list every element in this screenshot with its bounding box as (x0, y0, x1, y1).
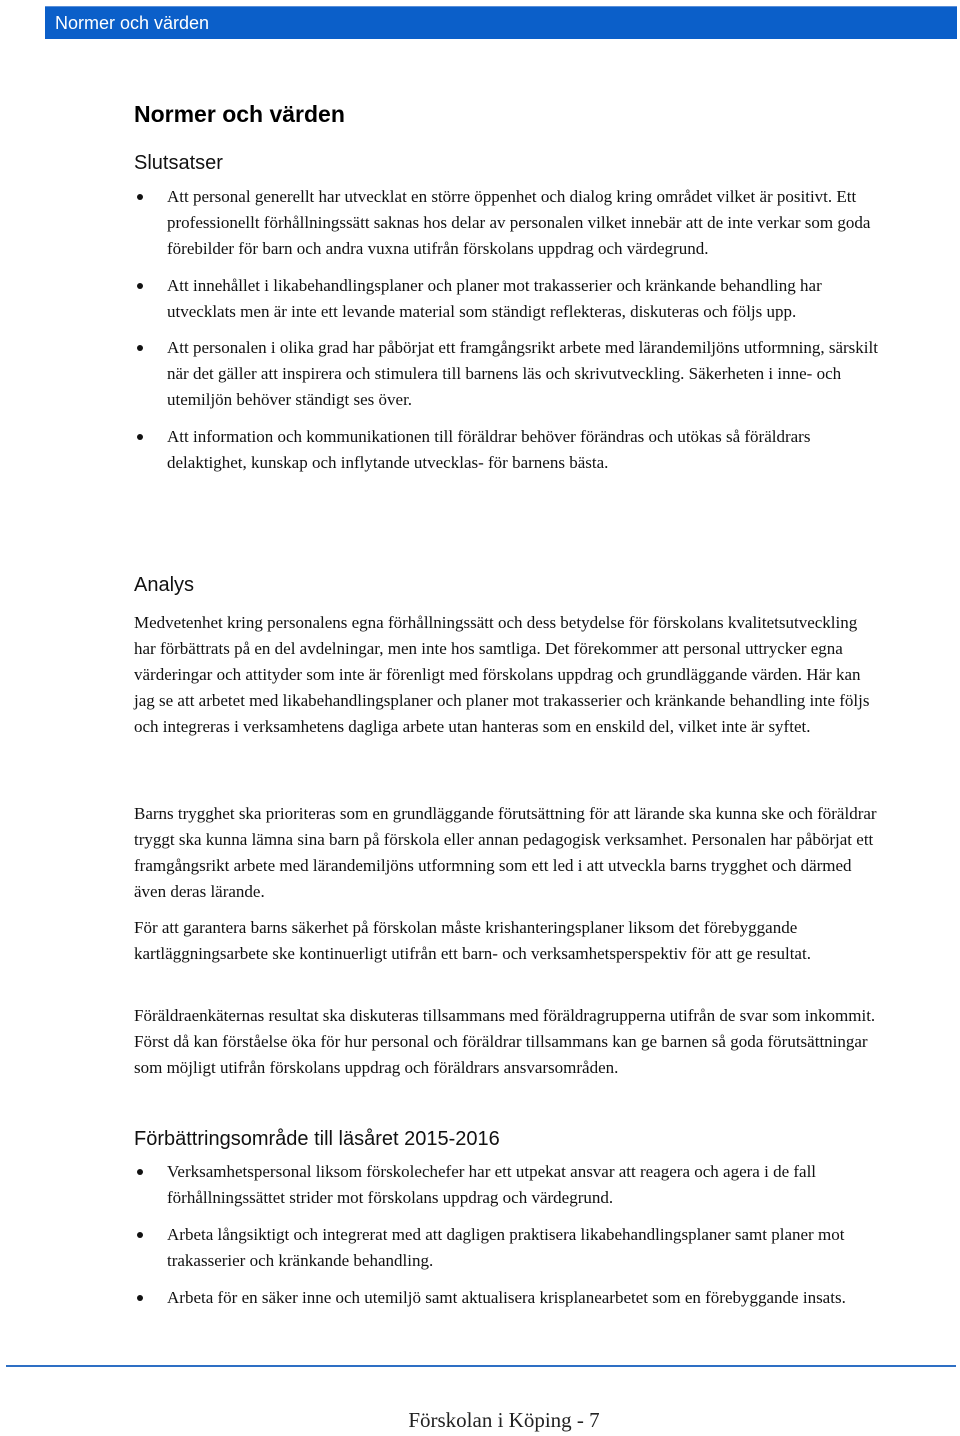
section-heading-analys: Analys (134, 574, 195, 596)
list-item: Verksamhetspersonal liksom förskolechefer har ett utpekat ansvar att reagera och agera i de fall förhållningssättet strider mot förskolans uppdrag och värdegrund. (134, 1159, 879, 1211)
page-title: Normer och värden (134, 101, 345, 127)
section-heading-forbattring: Förbättringsområde till läsåret 2015-2016 (134, 1128, 500, 1150)
header-title: Normer och värden (55, 13, 210, 33)
slutsatser-list (134, 184, 879, 476)
list-item: Att information och kommunikationen till föräldrar behöver förändras och utökas så föräldrars delaktighet, kunskap och inflytande utvecklas- för barnens bästa. (134, 424, 879, 476)
footer-divider (6, 1365, 956, 1367)
list-item: Att personal generellt har utvecklat en större öppenhet och dialog kring området vilket är positivt. Ett professionellt förhållningssätt saknas hos delar av personalen vilket innebär att de inte verkar som goda förebilder för barn och andra vuxna utifrån förskolans uppdrag och värdegrund. (134, 184, 879, 262)
footer (0, 1408, 960, 1433)
forbattring-list (134, 1159, 879, 1311)
list-item: Att personalen i olika grad har påbörjat ett framgångsrikt arbete med lärandemiljöns utformning, särskilt när det gäller att inspirera och stimulera till barnens läs och skrivutveckling. Säkerheten i inne- och utemiljön behöver ständigt ses över. (134, 335, 879, 413)
list-item: Att innehållet i likabehandlingsplaner och planer mot trakasserier och kränkande behandling har utvecklats men är inte ett levande material som ständigt reflekteras, diskuteras och följs upp. (134, 273, 879, 325)
paragraph: För att garantera barns säkerhet på förskolan måste krishanteringsplaner liksom det förebyggande kartläggningsarbete ske kontinuerligt utifrån ett barn- och verksamhetsperspektiv för att ge resultat. (134, 918, 811, 963)
paragraph: Föräldraenkäternas resultat ska diskuteras tillsammans med föräldragrupperna utifrån de svar som inkommit. Först då kan förståelse öka för hur personal och föräldrar tillsammans kan ge barnen så goda förutsättningar som möjligt utifrån förskolans uppdrag och föräldrars ansvarsområden. (134, 1006, 876, 1077)
list-item: Arbeta långsiktigt och integrerat med att dagligen praktisera likabehandlingsplaner samt planer mot trakasserier och kränkande behandling. (134, 1222, 879, 1274)
list-item: Arbeta för en säker inne och utemiljö samt aktualisera krisplanearbetet som en förebyggande insats. (134, 1285, 879, 1311)
section-heading-slutsatser: Slutsatser (134, 152, 223, 174)
paragraph: Medvetenhet kring personalens egna förhållningssätt och dess betydelse för förskolans kvalitetsutveckling har förbättrats på en del avdelningar, men inte hos samtliga. Det förekommer att personal uttrycker egna värderingar och attityder som inte är förenligt med förskolans uppdrag och grundläggande värden. Här kan jag se att arbetet med likabehandlingsplaner och planer mot trakasserier och kränkande behandling inte följs och integreras i verksamhetens dagliga arbete utan hanteras som en enskild del, vilket inte är syftet. (134, 613, 870, 736)
header-bar (45, 6, 957, 39)
paragraph: Barns trygghet ska prioriteras som en grundläggande förutsättning för att lärande ska kunna ske och föräldrar tryggt ska kunna lämna sina barn på förskola eller annan pedagogisk verksamhet. Personalen har påbörjat ett framgångsrikt arbete med lärandemiljöns utformning som ett led i att utveckla barns trygghet och därmed även deras lärande. (134, 804, 877, 901)
page-footer-text: Förskolan i Köping - 7 (408, 1408, 600, 1432)
